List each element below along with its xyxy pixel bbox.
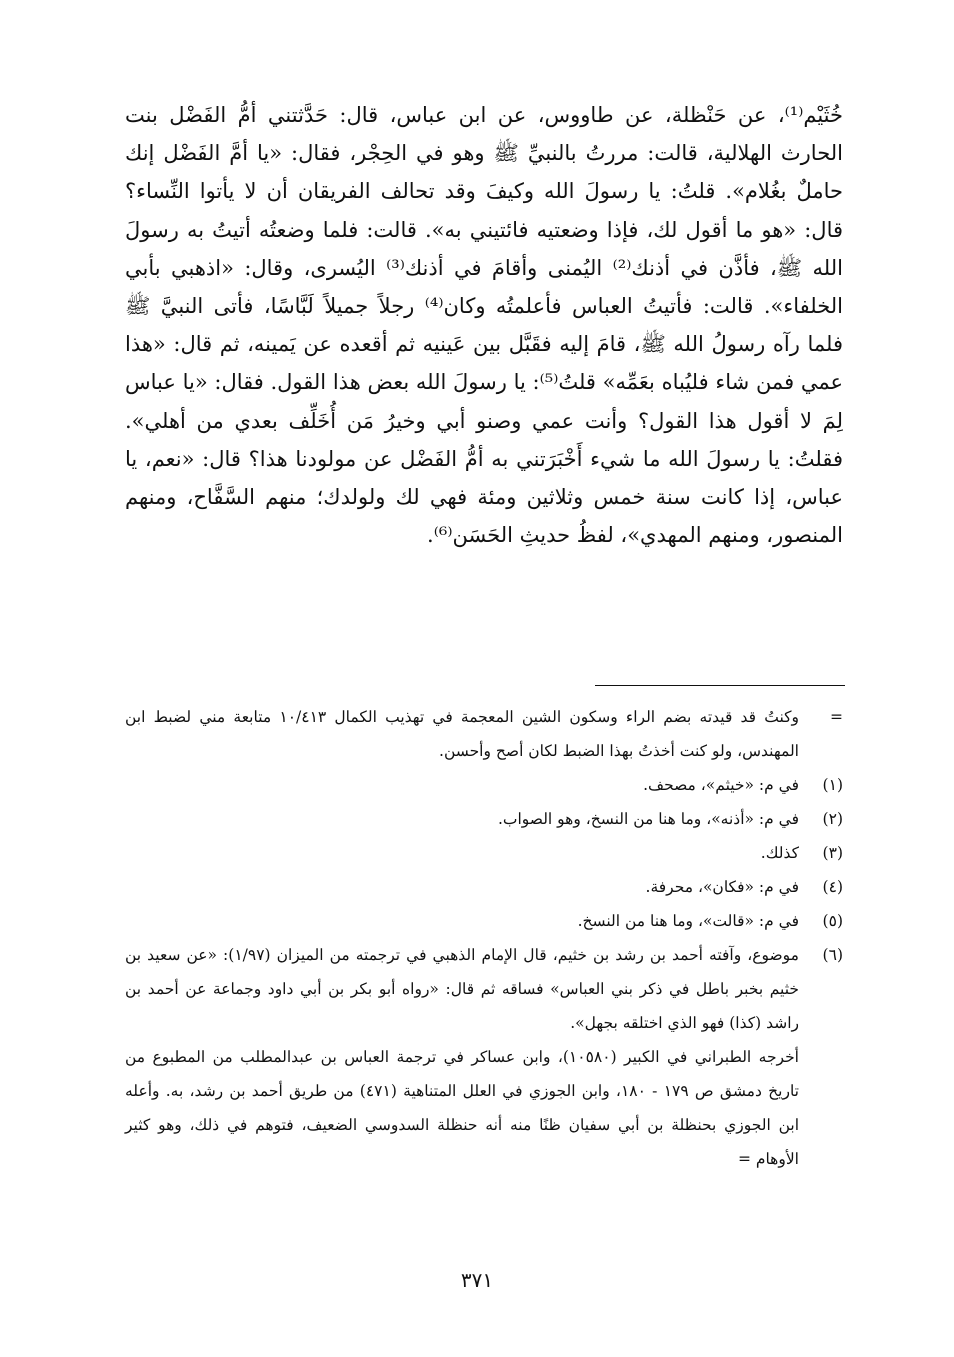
footnote-text [125, 768, 799, 802]
footnote-paragraph: كذلك. [760, 844, 799, 862]
main-paragraph: خُثَيْم⁽¹⁾، عن حَنْظلة، عن طاووس، عن ابن عباس، قال: حَدَّثتني أمُّ الفَضْل بنت الحارث الهلالية، قالت: مررتُ بالنبيِّ ﷺ وهو في الحِجْر، فقال: «يا أمَّ الفَضْل إنك حاملٌ بغُلام». قلتُ: يا رسولَ الله وكيفَ وقد تحالف الفريقان أن لا يأتوا النِّساء؟ قال: «هو ما أقول لك، فإذا وضعتيه فائتيني به». قالت: فلما وضعتُه أتيتُ به رسولَ الله ﷺ، فأذَّن في أذنك⁽²⁾ اليُمنى وأقامَ في أذنك⁽³⁾ اليُسرى، وقال: «اذهبي بأبي الخلفاء». قالت: فأتيتُ العباس فأعلمتُه وكان⁽⁴⁾ رجلاً جميلاً لَبَّاسًا، فأتى النبيَّ ﷺ فلما رآه رسولُ الله ﷺ، قامَ إليه فقَبَّل بين عَينيه ثم أقعده عن يَمينه، ثم قال: «هذا عمي فمن شاء فليُباه بعَمِّه» قلتُ⁽⁵⁾: يا رسولَ الله بعض هذا القول. فقال: «يا عباس لِمَ لا أقول هذا القول؟ وأنت عمي وصنو أبي وخيرُ مَن أُخَلِّف بعدي من أهلي». فقلتُ: يا رسولَ الله ما شيء أَخْبَرَتني به أمُّ الفَضْل عن مولودنا هذا؟ قال: «نعم، يا عباس، إذا كانت سنة خمس وثلاثين ومئة فهي لك ولولدك؛ منهم السَّفَّاح، ومنهم المنصور، ومنهم المهدي»، لفظُ حديثِ الحَسَن⁽⁶⁾. [125, 103, 843, 548]
footnote-6 [125, 938, 843, 1176]
footnote-paragraph: في م: «خيثم»، مصحف. [643, 776, 799, 794]
footnote-4 [125, 870, 843, 904]
footnote-marker: (١) [822, 776, 843, 794]
footnote-1 [125, 768, 843, 802]
page-number: ٣٧١ [460, 1268, 494, 1292]
footnote-paragraph: في م: «أذنه»، وما هنا من النسخ، وهو الصواب. [497, 810, 799, 828]
footnote-paragraph: في م: «فكان»، محرفة. [645, 878, 799, 896]
footnote-paragraph: وكنتُ قد قيدته بضم الراء وسكون الشين المعجمة في تهذيب الكمال ١٠/٤١٣ متابعة مني لضبط ابن المهندس، ولو كنت أخذتُ بهذا الضبط لكان أصح وأحسن. [125, 708, 800, 760]
footnote-text [125, 904, 799, 938]
footnote-marker: (٥) [822, 912, 843, 930]
footnote-text [125, 836, 799, 870]
footnote-marker: (٣) [822, 844, 843, 862]
footnote-marker: (٢) [822, 810, 843, 828]
footnote-text [125, 870, 799, 904]
footnote-paragraph: في م: «قالت»، وما هنا من النسخ. [577, 912, 799, 930]
footnote-paragraph: موضوع، وآفته أحمد بن رشد بن خثيم، قال الإمام الذهبي في ترجمته من الميزان (١/٩٧): «عن سعيد بن خثيم بخبر باطل في ذكر بني العباس» فساقه ثم قال: «رواه أبو بكر بن أبي داود وجماعة عن أحمد بن راشد (كذا) فهو الذي اختلقه بجهل». [125, 946, 799, 1032]
footnote-text [125, 938, 799, 1176]
footnote-text [125, 700, 799, 768]
footnote-5 [125, 904, 843, 938]
footnote-continuation [125, 700, 843, 768]
footnote-divider [595, 685, 845, 686]
footnote-text [125, 802, 799, 836]
main-text-block [125, 96, 843, 554]
footnote-paragraph: أخرجه الطبراني في الكبير (١٠٥٨٠)، وابن عساكر في ترجمة العباس بن عبدالمطلب من المطبوع من تاريخ دمشق ص ١٧٩ - ١٨٠، وابن الجوزي في العلل المتناهية (٤٧١) من طريق أحمد بن رشد، به. وأعله ابن الجوزي بحنظلة بن أبي سفيان ظنًا منه أنه حنظلة السدوسي الضعيف، فتوهم في ذلك، وهو كثير الأوهام = [125, 1048, 799, 1168]
footnote-marker: (٤) [822, 878, 843, 896]
footnote-marker: = [830, 708, 843, 726]
footnote-2 [125, 802, 843, 836]
footnote-3 [125, 836, 843, 870]
footnote-marker: (٦) [822, 946, 843, 964]
footnotes-block [125, 700, 843, 1176]
